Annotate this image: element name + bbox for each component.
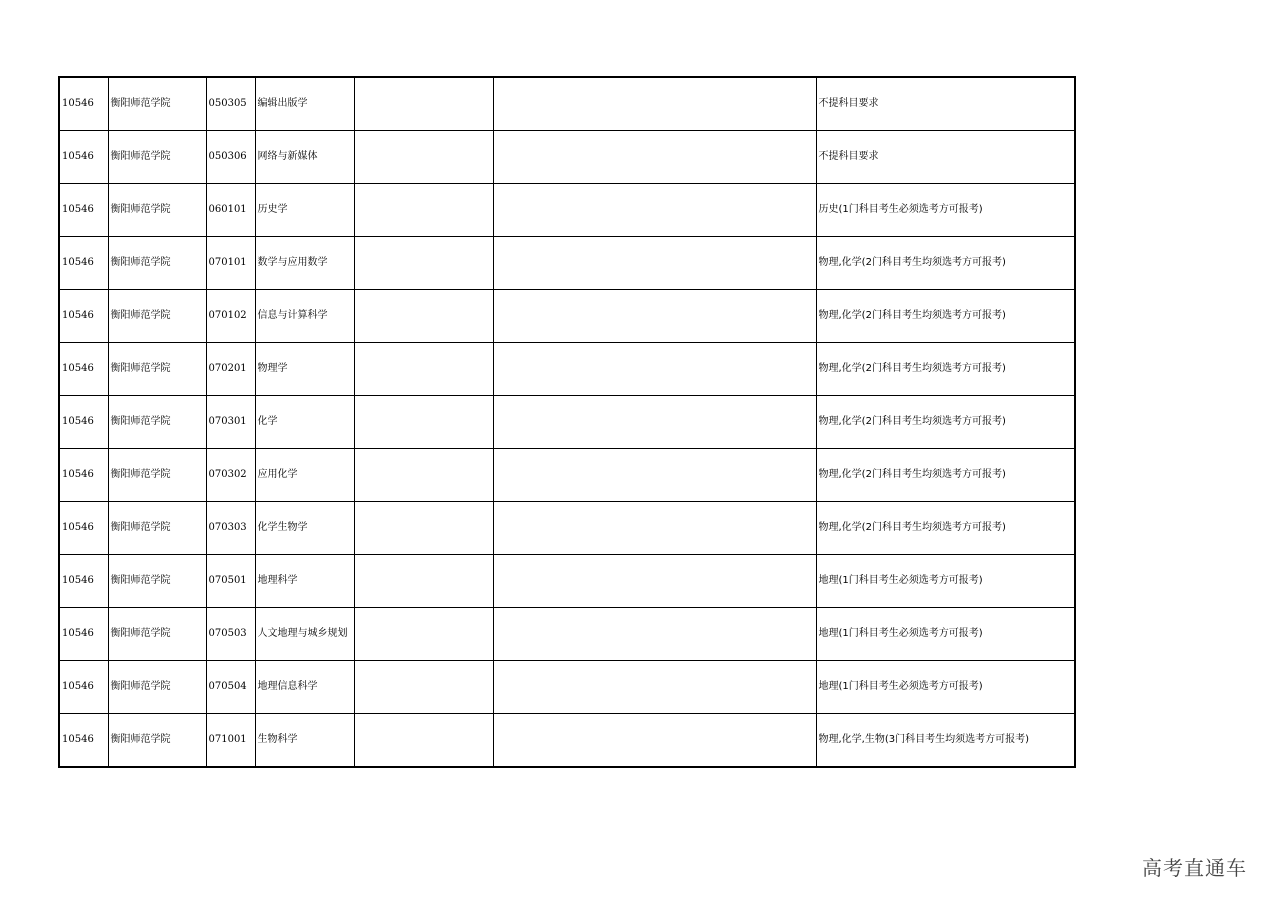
school-code-cell: 10546 bbox=[59, 184, 108, 237]
major-name-cell: 编辑出版学 bbox=[255, 77, 354, 131]
major-code-cell: 070501 bbox=[206, 555, 255, 608]
school-name-cell: 衡阳师范学院 bbox=[108, 608, 206, 661]
subject-requirement-cell: 地理(1门科目考生必须选考方可报考) bbox=[816, 555, 1075, 608]
school-name-cell: 衡阳师范学院 bbox=[108, 661, 206, 714]
empty-cell bbox=[354, 449, 493, 502]
table-row bbox=[59, 77, 1075, 131]
major-name-cell: 化学生物学 bbox=[255, 502, 354, 555]
empty-cell bbox=[493, 661, 816, 714]
major-name-cell: 生物科学 bbox=[255, 714, 354, 768]
subject-requirements-table bbox=[58, 76, 1076, 768]
school-code-cell: 10546 bbox=[59, 502, 108, 555]
major-code-cell: 070504 bbox=[206, 661, 255, 714]
school-name-cell: 衡阳师范学院 bbox=[108, 290, 206, 343]
subject-requirement-cell: 物理,化学,生物(3门科目考生均须选考方可报考) bbox=[816, 714, 1075, 768]
table-row bbox=[59, 555, 1075, 608]
major-name-cell: 历史学 bbox=[255, 184, 354, 237]
school-code-cell: 10546 bbox=[59, 449, 108, 502]
subject-requirement-cell: 不提科目要求 bbox=[816, 131, 1075, 184]
school-code-cell: 10546 bbox=[59, 290, 108, 343]
major-name-cell: 网络与新媒体 bbox=[255, 131, 354, 184]
major-name-cell: 数学与应用数学 bbox=[255, 237, 354, 290]
school-code-cell: 10546 bbox=[59, 608, 108, 661]
table-row bbox=[59, 502, 1075, 555]
table-body bbox=[59, 77, 1075, 767]
major-name-cell: 物理学 bbox=[255, 343, 354, 396]
table-row bbox=[59, 184, 1075, 237]
school-name-cell: 衡阳师范学院 bbox=[108, 237, 206, 290]
school-name-cell: 衡阳师范学院 bbox=[108, 184, 206, 237]
major-code-cell: 070201 bbox=[206, 343, 255, 396]
empty-cell bbox=[354, 184, 493, 237]
major-name-cell: 信息与计算科学 bbox=[255, 290, 354, 343]
school-name-cell: 衡阳师范学院 bbox=[108, 343, 206, 396]
empty-cell bbox=[354, 343, 493, 396]
empty-cell bbox=[493, 714, 816, 768]
subject-requirement-cell: 地理(1门科目考生必须选考方可报考) bbox=[816, 608, 1075, 661]
empty-cell bbox=[354, 237, 493, 290]
empty-cell bbox=[354, 396, 493, 449]
school-name-cell: 衡阳师范学院 bbox=[108, 714, 206, 768]
empty-cell bbox=[493, 555, 816, 608]
school-name-cell: 衡阳师范学院 bbox=[108, 449, 206, 502]
school-code-cell: 10546 bbox=[59, 661, 108, 714]
school-name-cell: 衡阳师范学院 bbox=[108, 502, 206, 555]
empty-cell bbox=[493, 396, 816, 449]
table-row bbox=[59, 661, 1075, 714]
school-code-cell: 10546 bbox=[59, 131, 108, 184]
school-code-cell: 10546 bbox=[59, 555, 108, 608]
school-name-cell: 衡阳师范学院 bbox=[108, 555, 206, 608]
major-name-cell: 应用化学 bbox=[255, 449, 354, 502]
school-code-cell: 10546 bbox=[59, 396, 108, 449]
subject-requirement-cell: 不提科目要求 bbox=[816, 77, 1075, 131]
major-code-cell: 050305 bbox=[206, 77, 255, 131]
major-code-cell: 070301 bbox=[206, 396, 255, 449]
major-code-cell: 071001 bbox=[206, 714, 255, 768]
subject-requirement-cell: 物理,化学(2门科目考生均须选考方可报考) bbox=[816, 237, 1075, 290]
empty-cell bbox=[354, 77, 493, 131]
school-code-cell: 10546 bbox=[59, 77, 108, 131]
watermark-text: 高考直通车 bbox=[1142, 856, 1247, 880]
table-row bbox=[59, 131, 1075, 184]
empty-cell bbox=[493, 237, 816, 290]
major-name-cell: 地理信息科学 bbox=[255, 661, 354, 714]
major-code-cell: 070101 bbox=[206, 237, 255, 290]
empty-cell bbox=[354, 555, 493, 608]
major-code-cell: 070303 bbox=[206, 502, 255, 555]
major-code-cell: 070102 bbox=[206, 290, 255, 343]
major-name-cell: 地理科学 bbox=[255, 555, 354, 608]
empty-cell bbox=[354, 661, 493, 714]
table-row bbox=[59, 396, 1075, 449]
major-code-cell: 060101 bbox=[206, 184, 255, 237]
subject-requirement-cell: 物理,化学(2门科目考生均须选考方可报考) bbox=[816, 290, 1075, 343]
table-row bbox=[59, 714, 1075, 768]
major-code-cell: 050306 bbox=[206, 131, 255, 184]
major-code-cell: 070503 bbox=[206, 608, 255, 661]
school-code-cell: 10546 bbox=[59, 343, 108, 396]
empty-cell bbox=[354, 290, 493, 343]
empty-cell bbox=[493, 290, 816, 343]
empty-cell bbox=[493, 131, 816, 184]
table-row bbox=[59, 449, 1075, 502]
subject-requirement-cell: 地理(1门科目考生必须选考方可报考) bbox=[816, 661, 1075, 714]
table-row bbox=[59, 237, 1075, 290]
table-row bbox=[59, 290, 1075, 343]
empty-cell bbox=[493, 184, 816, 237]
major-code-cell: 070302 bbox=[206, 449, 255, 502]
major-name-cell: 化学 bbox=[255, 396, 354, 449]
subject-requirement-cell: 历史(1门科目考生必须选考方可报考) bbox=[816, 184, 1075, 237]
empty-cell bbox=[354, 502, 493, 555]
empty-cell bbox=[354, 714, 493, 768]
major-name-cell: 人文地理与城乡规划 bbox=[255, 608, 354, 661]
empty-cell bbox=[354, 608, 493, 661]
school-name-cell: 衡阳师范学院 bbox=[108, 131, 206, 184]
school-code-cell: 10546 bbox=[59, 237, 108, 290]
subject-requirement-cell: 物理,化学(2门科目考生均须选考方可报考) bbox=[816, 343, 1075, 396]
empty-cell bbox=[354, 131, 493, 184]
subject-requirement-cell: 物理,化学(2门科目考生均须选考方可报考) bbox=[816, 449, 1075, 502]
empty-cell bbox=[493, 77, 816, 131]
empty-cell bbox=[493, 343, 816, 396]
subject-requirement-cell: 物理,化学(2门科目考生均须选考方可报考) bbox=[816, 502, 1075, 555]
empty-cell bbox=[493, 449, 816, 502]
school-name-cell: 衡阳师范学院 bbox=[108, 77, 206, 131]
subject-requirement-cell: 物理,化学(2门科目考生均须选考方可报考) bbox=[816, 396, 1075, 449]
school-code-cell: 10546 bbox=[59, 714, 108, 768]
table-row bbox=[59, 343, 1075, 396]
school-name-cell: 衡阳师范学院 bbox=[108, 396, 206, 449]
table-row bbox=[59, 608, 1075, 661]
empty-cell bbox=[493, 608, 816, 661]
empty-cell bbox=[493, 502, 816, 555]
